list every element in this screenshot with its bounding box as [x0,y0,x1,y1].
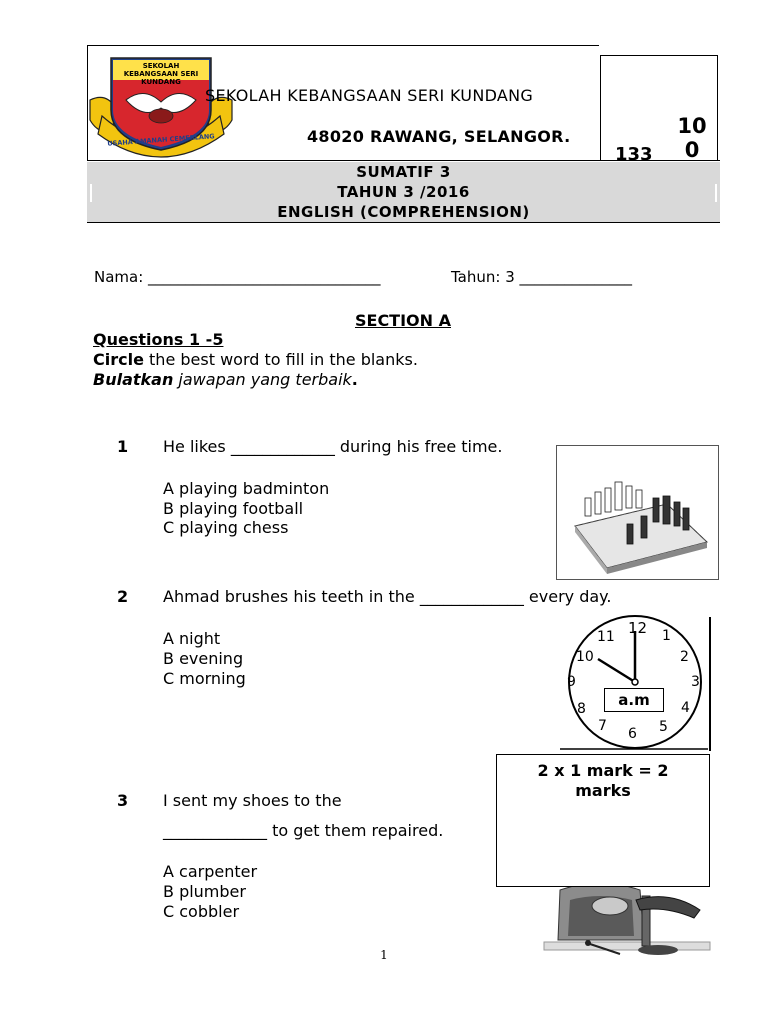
question-1-option-c[interactable]: C playing chess [163,518,289,537]
clock-number-12: 12 [628,619,648,637]
question-2-option-b[interactable]: B evening [163,649,244,668]
header-divider [87,160,720,161]
instruction-english: Circle the best word to fill in the blanks. [93,350,418,369]
clock-number-6: 6 [628,726,637,742]
section-title: SECTION A [354,311,451,330]
question-1-number: 1 [117,437,129,456]
exam-subject: ENGLISH (COMPREHENSION) [277,203,530,221]
clock-am-label: a.m [604,688,664,712]
clock-image [558,615,714,753]
question-3-stem-line1: I sent my shoes to the [163,791,342,810]
question-2-option-a[interactable]: A night [163,629,221,648]
marks-note-box [496,754,710,887]
clock-number-10: 10 [576,649,594,665]
question-2-number: 2 [117,587,129,606]
clock-number-8: 8 [577,701,586,717]
logo-motto: USAHA AMANAH CEMERLANG [107,132,215,148]
clock-number-5: 5 [659,719,668,735]
exam-title: SUMATIF 3 [356,163,451,181]
question-3-option-a[interactable]: A carpenter [163,862,258,881]
question-3-number: 3 [117,791,129,810]
clock-number-9: 9 [567,674,576,690]
school-logo [86,50,236,162]
clock-number-3: 3 [691,674,700,690]
marks-note-line2: marks [575,781,631,800]
question-3-option-c[interactable]: C cobbler [163,902,240,921]
clock-number-4: 4 [681,700,690,716]
score-box [600,55,718,160]
score-box-value: 10 0 [677,114,707,160]
question-1-option-a[interactable]: A playing badminton [163,479,330,498]
clock-number-2: 2 [680,649,689,665]
instruction-malay: Bulatkan jawapan yang terbaik. [93,370,358,389]
logo-top-text: SEKOLAH KEBANGSAAN SERI KUNDANG [123,62,199,86]
question-3-option-b[interactable]: B plumber [163,882,246,901]
chess-board-image [556,445,719,580]
marks-note-line1: 2 x 1 mark = 2 [537,761,669,780]
score-box-cut-text: 133 [615,144,653,160]
questions-range: Questions 1 -5 [93,330,224,349]
exam-year: TAHUN 3 /2016 [337,183,470,201]
question-1-option-b[interactable]: B playing football [163,499,304,518]
school-address: 48020 RAWANG, SELANGOR. [307,127,571,146]
question-2-option-c[interactable]: C morning [163,669,246,688]
school-name: SEKOLAH KEBANGSAAN SERI KUNDANG [205,86,534,105]
clock-number-11: 11 [597,629,615,645]
year-field-label: Tahun: 3 _______________ [451,268,633,286]
name-field-label: Nama: _______________________________ [94,268,381,286]
question-2-stem: Ahmad brushes his teeth in the _____________ every day. [163,587,612,606]
header-top-rule [87,45,599,46]
page-number: 1 [380,948,388,962]
clock-number-1: 1 [662,628,671,644]
clock-number-7: 7 [598,718,607,734]
question-3-stem-line2: _____________ to get them repaired. [163,821,444,840]
question-1-stem: He likes _____________ during his free time. [163,437,503,456]
